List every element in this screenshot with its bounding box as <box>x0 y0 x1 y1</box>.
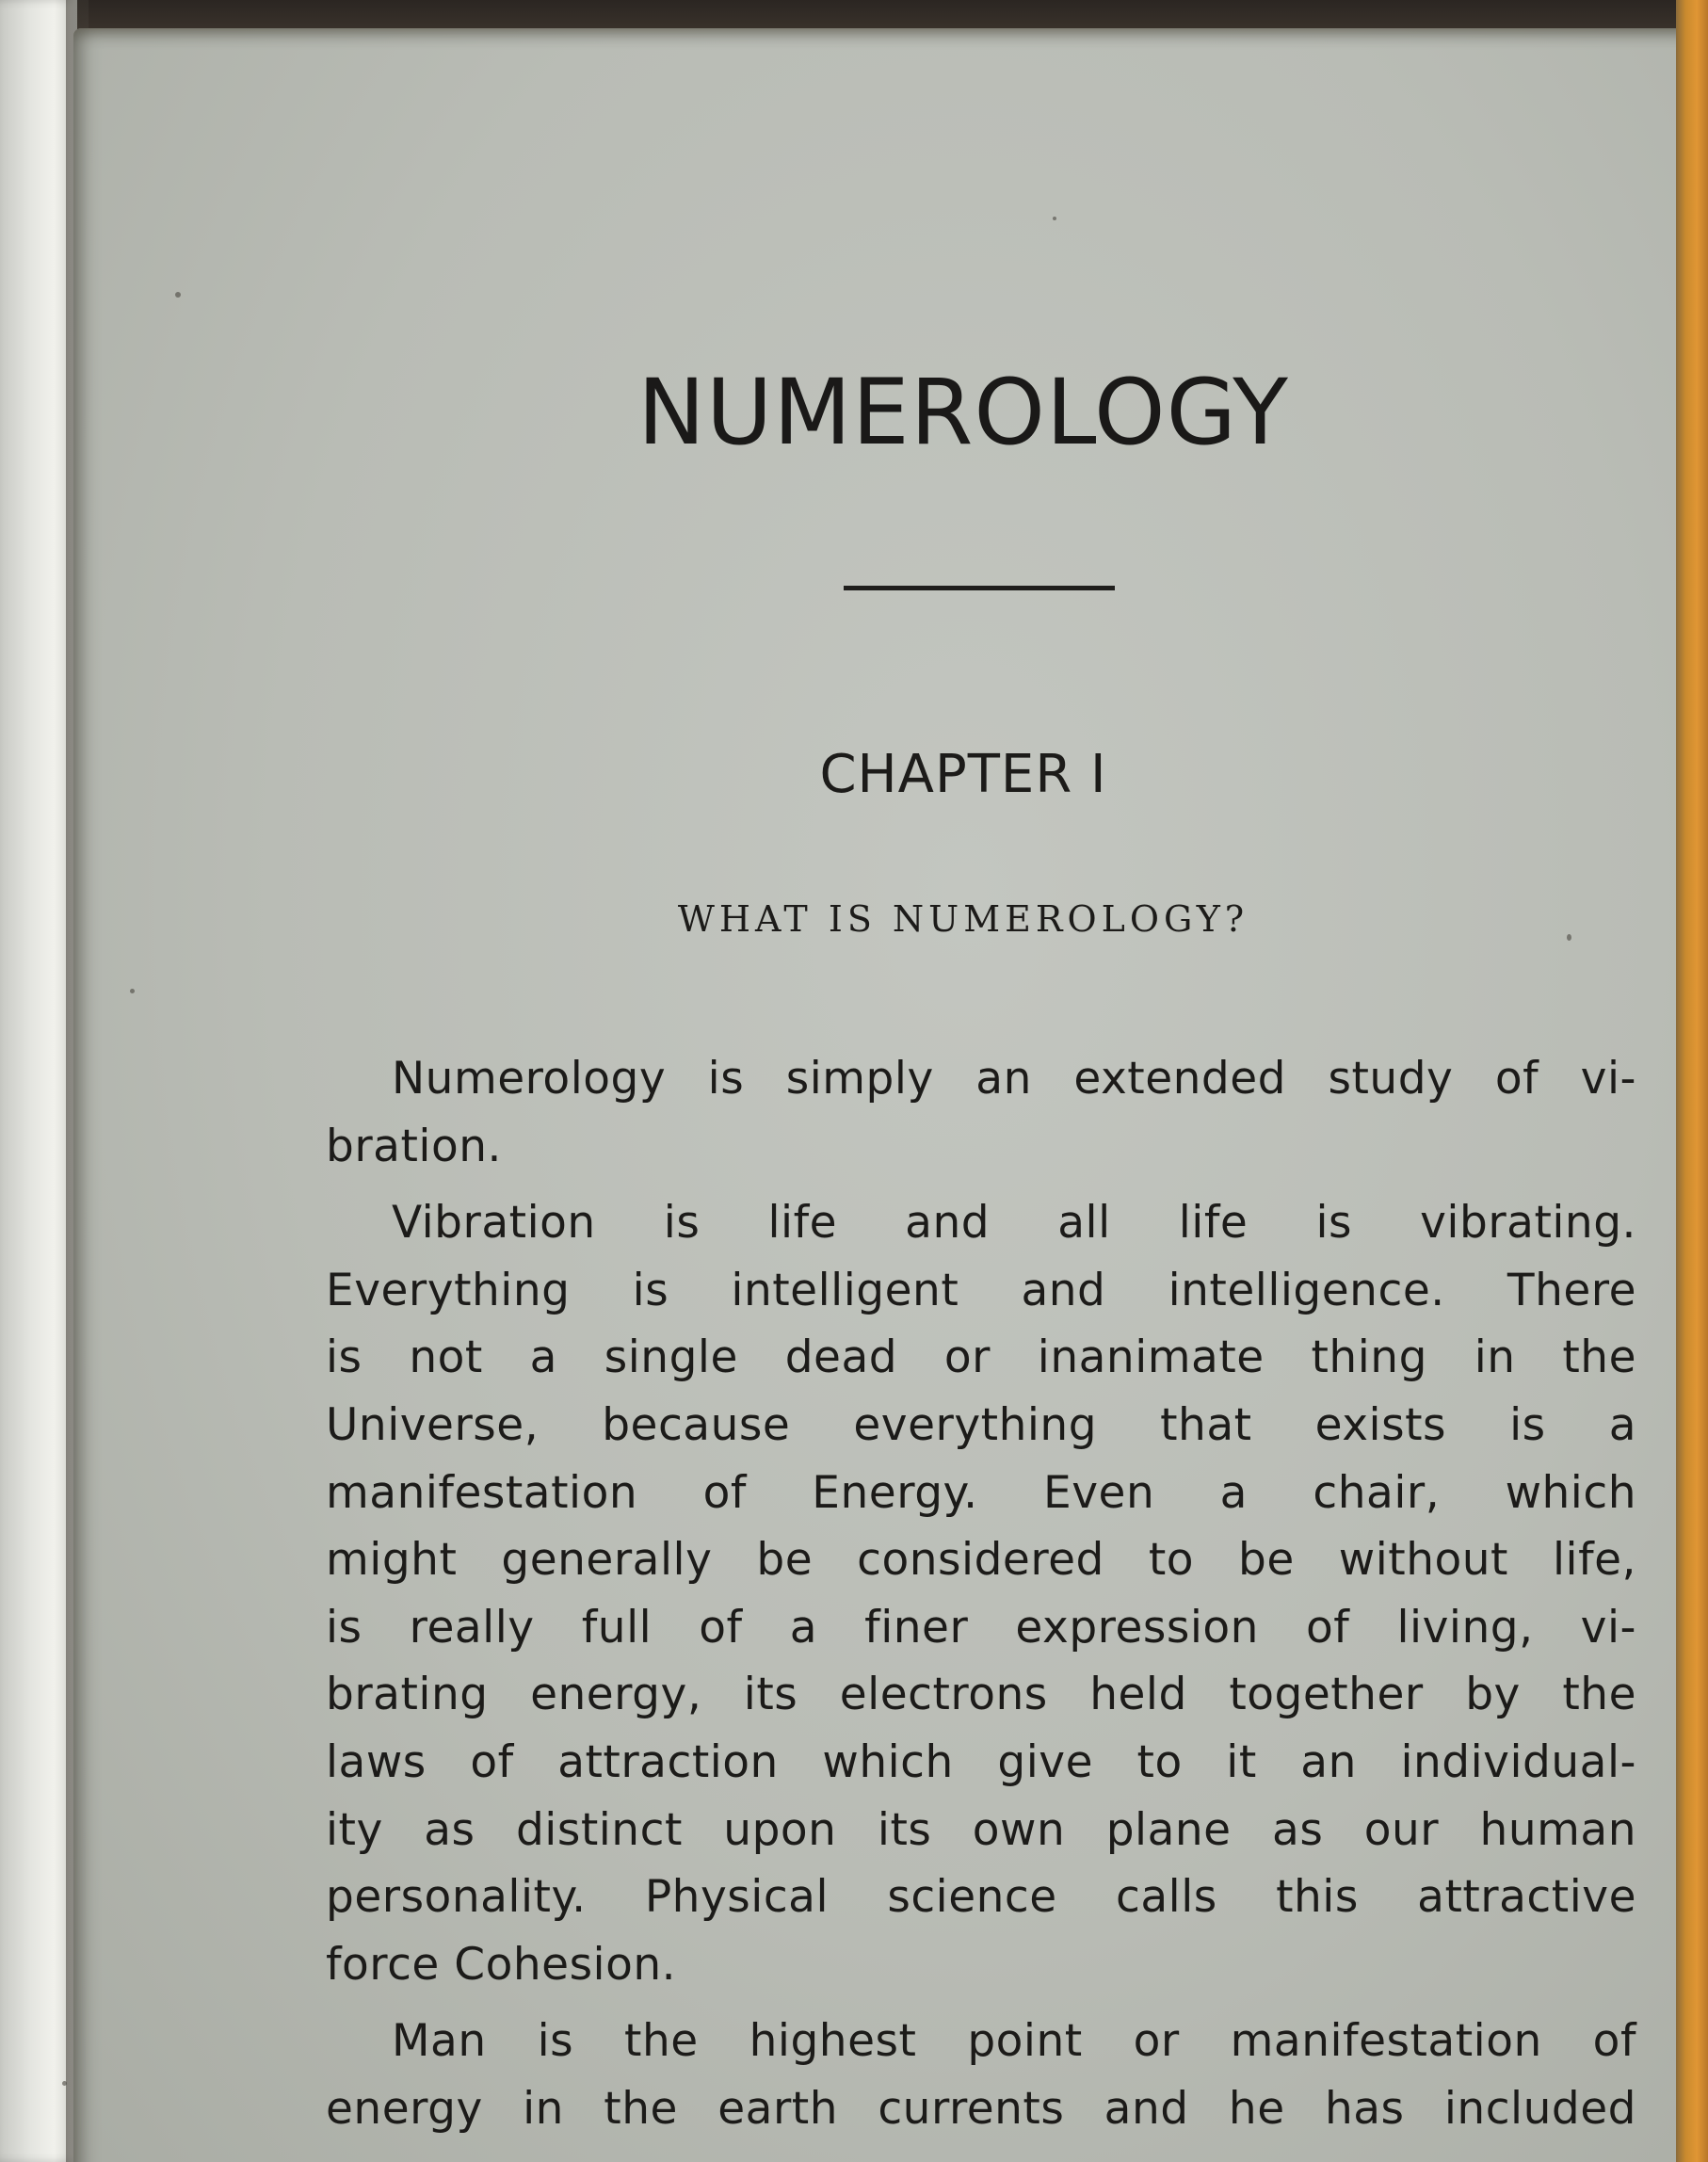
text-line: Universe, because everything that exists is a <box>326 1398 1636 1451</box>
text-line: energy in the earth currents and he has included <box>326 2082 1636 2135</box>
text-line: Numerology is simply an extended study of vi- <box>392 1053 1636 1105</box>
book-page <box>73 28 1695 2162</box>
book-cover-edge <box>1676 0 1708 2162</box>
text-line: Vibration is life and all life is vibrating. <box>392 1197 1636 1250</box>
text-line: bration. <box>326 1120 502 1172</box>
paragraph-gap <box>326 1180 1636 1189</box>
text-line: manifestation of Energy. Even a chair, which <box>326 1466 1636 1519</box>
text-line: Man is the highest point or manifestation of <box>392 2015 1636 2068</box>
paper-speck <box>62 2081 67 2086</box>
paragraph-gap <box>326 1998 1636 2008</box>
chapter-heading: CHAPTER I <box>819 744 1107 805</box>
text-line: is really full of a finer expression of living, vi- <box>326 1601 1636 1654</box>
text-line: ity as distinct upon its own plane as our human <box>326 1803 1636 1856</box>
text-line: is not a single dead or inanimate thing in the <box>326 1331 1636 1384</box>
paper-speck <box>130 989 135 993</box>
paper-speck <box>1053 217 1056 220</box>
text-line: laws of attraction which give to it an individual- <box>326 1735 1636 1788</box>
text-line: force Cohesion. <box>326 1938 677 1991</box>
text-line: brating energy, its electrons held together by the <box>326 1669 1636 1721</box>
text-line: personality. Physical science calls this attractive <box>326 1871 1636 1924</box>
body-text <box>326 1045 1636 2143</box>
paper-speck <box>175 292 181 298</box>
text-line: Everything is intelligent and intelligence. There <box>326 1264 1636 1316</box>
section-heading: WHAT IS NUMEROLOGY? <box>677 898 1249 940</box>
title-rule <box>844 586 1115 590</box>
book-title: NUMEROLOGY <box>637 360 1289 465</box>
text-line: might generally be considered to be without life, <box>326 1534 1636 1587</box>
